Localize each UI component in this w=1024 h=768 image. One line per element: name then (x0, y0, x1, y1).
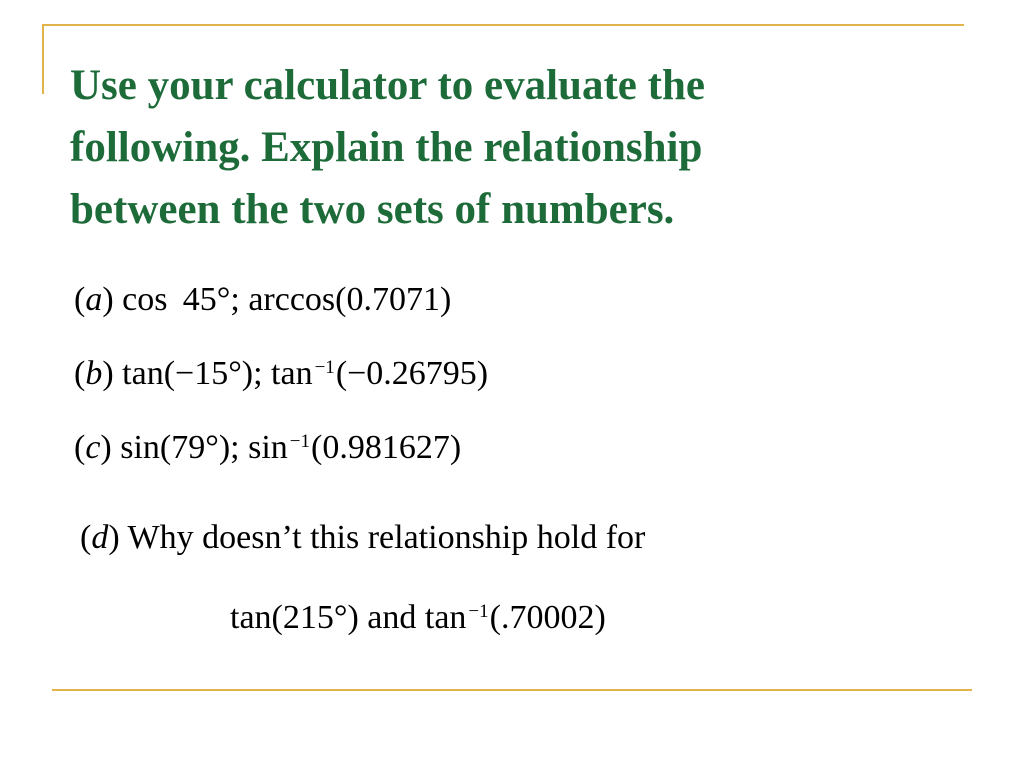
item-d-expression (230, 598, 606, 638)
item-d-letter: d (91, 519, 109, 556)
bottom-border-line (52, 689, 972, 691)
item-b-letter: b (85, 355, 103, 392)
title-line-1: Use your calculator to evaluate the (70, 62, 705, 109)
item-c-open: ( (74, 429, 86, 466)
item-c (74, 428, 461, 468)
item-d-text: Why doesn’t this relationship hold for (119, 519, 646, 556)
item-c-close: ) (100, 429, 112, 466)
item-a (74, 280, 451, 320)
left-border-line (42, 24, 44, 94)
item-a-expression: cos 45°; arccos(0.7071) (113, 281, 452, 318)
slide-title (70, 55, 970, 241)
item-b-close: ) (102, 355, 114, 392)
item-b-open: ( (74, 355, 86, 392)
item-d-expression-text: tan(215°) and tan (230, 599, 467, 636)
item-c-argument: (0.981627) (311, 429, 462, 466)
item-d-argument: (.70002) (489, 599, 606, 636)
item-a-open: ( (74, 281, 86, 318)
item-d-close: ) (108, 519, 120, 556)
item-d-exponent: −1 (468, 601, 489, 622)
item-b-expression: tan(−15°); tan (113, 355, 313, 392)
top-border-line (42, 24, 964, 26)
title-line-3: between the two sets of numbers. (70, 186, 675, 233)
item-c-expression: sin(79°); sin (111, 429, 288, 466)
item-b-exponent: −1 (314, 357, 335, 378)
item-b-argument: (−0.26795) (335, 355, 489, 392)
item-c-exponent: −1 (289, 431, 311, 452)
item-d-question (80, 518, 645, 558)
title-line-2: following. Explain the relationship (70, 124, 703, 171)
item-c-letter: c (85, 429, 101, 466)
item-b (74, 354, 488, 394)
item-d-open: ( (80, 519, 92, 556)
item-a-letter: a (85, 281, 103, 318)
item-a-close: ) (102, 281, 114, 318)
